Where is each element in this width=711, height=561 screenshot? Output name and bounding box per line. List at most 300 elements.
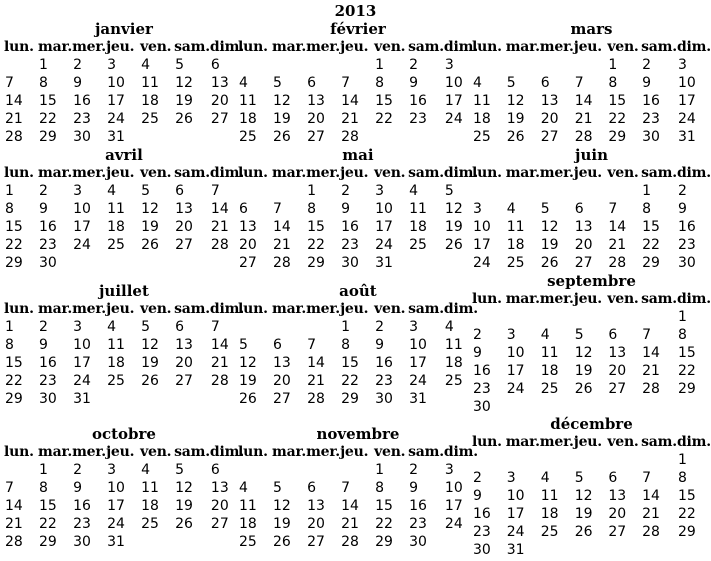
day-cell: 11 — [239, 498, 257, 514]
weekday-header: mer. — [72, 444, 106, 460]
day-cell — [238, 56, 272, 74]
day-cell: 27 — [540, 129, 559, 145]
day-cell: 8 — [39, 75, 48, 91]
month-name: juin — [575, 146, 608, 164]
week-row — [472, 110, 711, 128]
weekday-header: lun. — [238, 39, 268, 55]
day-cell: 18 — [540, 363, 559, 379]
weekday-header: ven. — [374, 444, 406, 460]
day-cell — [506, 398, 540, 416]
day-cell: 28 — [642, 524, 660, 540]
day-cell: 7 — [642, 327, 652, 343]
day-cell: 17 — [444, 498, 463, 514]
weekday-header: lun. — [4, 39, 34, 55]
day-cell: 25 — [409, 237, 427, 253]
month-name: octobre — [91, 425, 156, 443]
day-cell: 3 — [73, 319, 82, 335]
day-cell: 26 — [574, 381, 593, 397]
day-cell: 5 — [506, 75, 516, 91]
day-cell: 11 — [540, 345, 559, 361]
day-cell: 16 — [409, 498, 427, 514]
week-row — [472, 451, 711, 469]
day-cell: 16 — [409, 93, 427, 109]
day-cell: 29 — [5, 255, 23, 271]
day-cell: 31 — [409, 391, 427, 407]
weekday-header: mer. — [306, 444, 340, 460]
day-cell: 7 — [210, 319, 220, 335]
day-cell: 22 — [5, 373, 23, 389]
week-row — [4, 236, 244, 254]
day-cell: 13 — [175, 337, 193, 353]
day-cell: 17 — [73, 219, 91, 235]
day-cell: 22 — [375, 516, 393, 532]
day-cell: 6 — [608, 470, 618, 486]
day-cell: 4 — [540, 327, 550, 343]
day-cell: 14 — [574, 93, 593, 109]
weekday-header: dim. — [209, 444, 244, 460]
day-cell: 10 — [506, 488, 525, 504]
day-cell: 9 — [409, 75, 418, 91]
day-cell: 21 — [642, 363, 660, 379]
day-cell: 9 — [677, 201, 687, 217]
day-cell: 6 — [574, 201, 584, 217]
day-cell: 4 — [540, 470, 550, 486]
weekday-header: lun. — [472, 291, 502, 307]
day-cell — [340, 461, 374, 479]
day-cell: 3 — [107, 57, 116, 73]
day-cell: 14 — [341, 498, 359, 514]
day-cell: 4 — [409, 183, 418, 199]
day-cell: 21 — [210, 219, 229, 235]
week-row — [472, 128, 711, 146]
weekday-header: dim. — [209, 39, 244, 55]
day-cell: 16 — [642, 93, 660, 109]
day-cell: 3 — [677, 57, 687, 73]
week-row — [4, 92, 244, 110]
day-cell: 23 — [73, 516, 91, 532]
day-cell — [174, 390, 210, 408]
day-cell: 16 — [341, 219, 359, 235]
weekday-header: dim. — [443, 39, 478, 55]
day-cell: 20 — [210, 93, 229, 109]
weekday-header: sam. — [174, 39, 210, 55]
weekday-header: lun. — [238, 444, 268, 460]
week-row — [472, 308, 711, 326]
day-cell — [272, 318, 306, 336]
weekday-header: sam. — [641, 291, 677, 307]
weekday-header: sam. — [408, 301, 444, 317]
day-cell: 10 — [107, 480, 125, 496]
day-cell: 28 — [5, 129, 23, 145]
day-cell: 13 — [540, 93, 559, 109]
day-cell: 1 — [677, 309, 687, 325]
month-5 — [238, 146, 478, 272]
weekday-header: jeu. — [340, 165, 369, 181]
month-name: août — [339, 282, 377, 300]
day-cell: 14 — [210, 337, 229, 353]
day-cell: 28 — [341, 534, 359, 550]
day-cell: 16 — [39, 355, 57, 371]
day-cell: 30 — [375, 391, 393, 407]
day-cell: 8 — [375, 480, 384, 496]
day-cell: 27 — [307, 129, 325, 145]
day-cell — [340, 56, 374, 74]
day-cell: 13 — [175, 201, 193, 217]
day-cell: 24 — [409, 373, 427, 389]
day-cell: 19 — [273, 516, 291, 532]
weekday-header: ven. — [140, 301, 172, 317]
day-cell: 5 — [444, 183, 454, 199]
day-cell: 14 — [642, 488, 660, 504]
week-row — [472, 56, 711, 74]
day-cell: 10 — [73, 337, 91, 353]
day-cell: 10 — [409, 337, 427, 353]
day-cell: 12 — [540, 219, 559, 235]
weekday-header: sam. — [641, 39, 677, 55]
month-12 — [472, 415, 711, 559]
day-cell: 22 — [608, 111, 627, 127]
week-row — [238, 336, 478, 354]
day-cell: 25 — [141, 516, 159, 532]
day-cell: 25 — [473, 129, 491, 145]
week-row — [4, 128, 244, 146]
day-cell: 18 — [107, 219, 125, 235]
day-cell: 11 — [444, 337, 463, 353]
day-cell: 19 — [141, 219, 159, 235]
day-cell — [140, 390, 174, 408]
day-cell: 2 — [409, 57, 418, 73]
day-cell: 15 — [341, 355, 359, 371]
day-cell — [574, 308, 608, 326]
day-cell: 6 — [239, 201, 248, 217]
week-row — [238, 236, 478, 254]
day-cell: 17 — [506, 363, 525, 379]
day-cell: 15 — [677, 345, 696, 361]
week-row — [472, 326, 711, 344]
week-row — [238, 461, 478, 479]
week-row — [238, 254, 478, 272]
day-cell: 9 — [642, 75, 652, 91]
weekday-header: dim. — [443, 301, 478, 317]
week-row — [238, 354, 478, 372]
day-cell: 28 — [642, 381, 660, 397]
day-cell: 23 — [375, 373, 393, 389]
day-cell: 16 — [73, 498, 91, 514]
day-cell: 1 — [608, 57, 618, 73]
day-cell: 19 — [175, 498, 193, 514]
month-name: janvier — [94, 20, 153, 38]
day-cell: 22 — [307, 237, 325, 253]
day-cell — [472, 451, 506, 469]
day-cell: 21 — [341, 516, 359, 532]
day-cell: 13 — [239, 219, 257, 235]
day-cell: 10 — [107, 75, 125, 91]
day-cell: 19 — [444, 219, 463, 235]
day-cell: 2 — [677, 183, 687, 199]
day-cell: 13 — [210, 75, 229, 91]
day-cell: 22 — [341, 373, 359, 389]
weekday-header: ven. — [140, 39, 172, 55]
week-row — [472, 469, 711, 487]
day-cell: 27 — [239, 255, 257, 271]
month-2 — [238, 20, 478, 146]
month-6 — [472, 146, 711, 272]
day-cell: 5 — [239, 337, 248, 353]
day-cell: 7 — [5, 75, 14, 91]
week-row — [4, 372, 244, 390]
month-name: mars — [570, 20, 613, 38]
day-cell: 21 — [5, 516, 23, 532]
weekday-header: lun. — [472, 165, 502, 181]
week-row — [4, 354, 244, 372]
day-cell: 15 — [375, 498, 393, 514]
day-cell: 23 — [677, 237, 696, 253]
day-cell: 14 — [608, 219, 627, 235]
day-cell: 10 — [506, 345, 525, 361]
day-cell — [540, 182, 574, 200]
day-cell: 17 — [375, 219, 393, 235]
day-cell: 4 — [141, 462, 150, 478]
day-cell: 17 — [677, 93, 696, 109]
day-cell: 15 — [642, 219, 660, 235]
weekday-header: mar. — [505, 434, 540, 450]
day-cell: 17 — [473, 237, 491, 253]
day-cell: 25 — [107, 373, 125, 389]
day-cell — [238, 461, 272, 479]
day-cell: 30 — [473, 542, 491, 558]
week-row — [4, 56, 244, 74]
month-name: novembre — [316, 425, 400, 443]
weekday-header: mer. — [539, 39, 574, 55]
day-cell — [306, 56, 340, 74]
day-cell — [472, 182, 506, 200]
day-cell: 22 — [642, 237, 660, 253]
day-cell: 22 — [677, 506, 696, 522]
day-cell: 30 — [409, 534, 427, 550]
day-cell: 23 — [642, 111, 660, 127]
week-row — [472, 523, 711, 541]
day-cell — [306, 318, 340, 336]
day-cell: 19 — [540, 237, 559, 253]
day-cell: 31 — [677, 129, 696, 145]
day-cell — [140, 254, 174, 272]
weekday-header: jeu. — [340, 301, 369, 317]
day-cell: 14 — [5, 498, 23, 514]
week-row — [238, 372, 478, 390]
day-cell: 29 — [677, 524, 696, 540]
day-cell: 29 — [307, 255, 325, 271]
weekday-header: mar. — [272, 444, 307, 460]
day-cell: 28 — [307, 391, 325, 407]
day-cell: 2 — [642, 57, 652, 73]
week-row — [472, 218, 711, 236]
week-row — [238, 182, 478, 200]
day-cell: 9 — [39, 337, 48, 353]
day-cell: 18 — [444, 355, 463, 371]
day-cell: 13 — [307, 498, 325, 514]
day-cell: 21 — [608, 237, 627, 253]
day-cell: 28 — [273, 255, 291, 271]
week-row — [238, 218, 478, 236]
day-cell: 20 — [239, 237, 257, 253]
weekday-header: dim. — [443, 165, 478, 181]
day-cell: 28 — [574, 129, 593, 145]
day-cell: 27 — [175, 373, 193, 389]
day-cell: 26 — [273, 129, 291, 145]
day-cell: 5 — [273, 75, 282, 91]
day-cell: 2 — [39, 183, 48, 199]
day-cell: 22 — [5, 237, 23, 253]
month-7 — [4, 282, 244, 408]
day-cell: 11 — [141, 480, 159, 496]
day-cell: 18 — [239, 111, 257, 127]
week-row — [472, 182, 711, 200]
day-cell: 30 — [73, 129, 91, 145]
day-cell: 11 — [540, 488, 559, 504]
day-cell: 11 — [506, 219, 525, 235]
day-cell: 30 — [341, 255, 359, 271]
day-cell: 4 — [444, 319, 454, 335]
day-cell: 21 — [210, 355, 229, 371]
day-cell — [140, 533, 174, 551]
weekday-header: dim. — [209, 301, 244, 317]
day-cell: 21 — [341, 111, 359, 127]
day-cell: 6 — [307, 480, 316, 496]
day-cell: 11 — [409, 201, 427, 217]
month-4 — [4, 146, 244, 272]
day-cell: 6 — [540, 75, 550, 91]
month-name: septembre — [547, 272, 636, 290]
day-cell: 27 — [210, 111, 229, 127]
month-name: mai — [342, 146, 374, 164]
weekday-header: sam. — [174, 165, 210, 181]
day-cell: 7 — [210, 183, 220, 199]
day-cell: 20 — [210, 498, 229, 514]
day-cell: 21 — [5, 111, 23, 127]
week-row — [238, 74, 478, 92]
week-row — [4, 533, 244, 551]
day-cell: 2 — [375, 319, 384, 335]
day-cell: 8 — [5, 337, 14, 353]
week-row — [4, 200, 244, 218]
day-cell: 13 — [210, 480, 229, 496]
weekday-header: sam. — [408, 165, 444, 181]
day-cell: 17 — [107, 498, 125, 514]
day-cell: 29 — [39, 129, 57, 145]
day-cell: 3 — [473, 201, 482, 217]
weekday-header: ven. — [140, 444, 172, 460]
day-cell: 26 — [574, 524, 593, 540]
month-name: février — [330, 20, 386, 38]
day-cell: 20 — [608, 506, 627, 522]
day-cell: 11 — [107, 337, 125, 353]
day-cell: 7 — [642, 470, 652, 486]
day-cell: 9 — [473, 345, 482, 361]
day-cell: 30 — [73, 534, 91, 550]
day-cell: 2 — [473, 327, 482, 343]
weekday-header: jeu. — [573, 291, 602, 307]
day-cell — [408, 128, 444, 146]
day-cell — [574, 56, 608, 74]
day-cell: 5 — [273, 480, 282, 496]
day-cell: 26 — [141, 237, 159, 253]
week-row — [472, 541, 711, 559]
day-cell: 17 — [107, 93, 125, 109]
day-cell: 29 — [341, 391, 359, 407]
day-cell: 20 — [273, 373, 291, 389]
day-cell: 24 — [506, 524, 525, 540]
weekday-header: lun. — [472, 434, 502, 450]
day-cell — [174, 533, 210, 551]
day-cell: 6 — [175, 319, 184, 335]
weekday-header: lun. — [4, 301, 34, 317]
day-cell: 12 — [574, 488, 593, 504]
day-cell: 5 — [141, 183, 150, 199]
week-row — [4, 390, 244, 408]
day-cell: 6 — [307, 75, 316, 91]
day-cell — [238, 182, 272, 200]
day-cell — [641, 451, 677, 469]
day-cell: 5 — [175, 462, 184, 478]
day-cell: 10 — [677, 75, 696, 91]
day-cell: 29 — [608, 129, 627, 145]
day-cell: 12 — [239, 355, 257, 371]
weekday-header: ven. — [607, 39, 639, 55]
day-cell: 3 — [444, 462, 454, 478]
day-cell: 20 — [540, 111, 559, 127]
day-cell: 8 — [307, 201, 316, 217]
month-3 — [472, 20, 711, 146]
day-cell: 10 — [73, 201, 91, 217]
day-cell: 6 — [210, 462, 220, 478]
week-row — [238, 533, 478, 551]
day-cell: 12 — [141, 201, 159, 217]
month-8 — [238, 282, 478, 408]
week-row — [4, 318, 244, 336]
day-cell: 27 — [608, 524, 627, 540]
day-cell: 25 — [444, 373, 463, 389]
day-cell: 3 — [506, 470, 516, 486]
day-cell: 15 — [375, 93, 393, 109]
day-cell: 26 — [239, 391, 257, 407]
weekday-header: lun. — [472, 39, 502, 55]
day-cell: 4 — [107, 319, 116, 335]
weekday-header: dim. — [676, 39, 711, 55]
day-cell: 1 — [375, 462, 384, 478]
day-cell: 14 — [341, 93, 359, 109]
day-cell: 16 — [73, 93, 91, 109]
day-cell: 9 — [341, 201, 350, 217]
weekday-header: ven. — [140, 165, 172, 181]
day-cell: 10 — [473, 219, 491, 235]
weekday-header: mer. — [306, 39, 340, 55]
day-cell: 30 — [39, 391, 57, 407]
day-cell — [540, 541, 574, 559]
weekday-header: ven. — [374, 301, 406, 317]
day-cell: 1 — [39, 57, 48, 73]
weekday-header: lun. — [4, 444, 34, 460]
weekday-header: dim. — [676, 291, 711, 307]
weekday-header: dim. — [209, 165, 244, 181]
day-cell: 28 — [341, 129, 359, 145]
day-cell: 24 — [444, 516, 463, 532]
day-cell: 24 — [375, 237, 393, 253]
day-cell: 1 — [375, 57, 384, 73]
day-cell: 25 — [239, 534, 257, 550]
weekday-header: jeu. — [340, 39, 369, 55]
weekday-header: jeu. — [573, 165, 602, 181]
day-cell: 25 — [239, 129, 257, 145]
